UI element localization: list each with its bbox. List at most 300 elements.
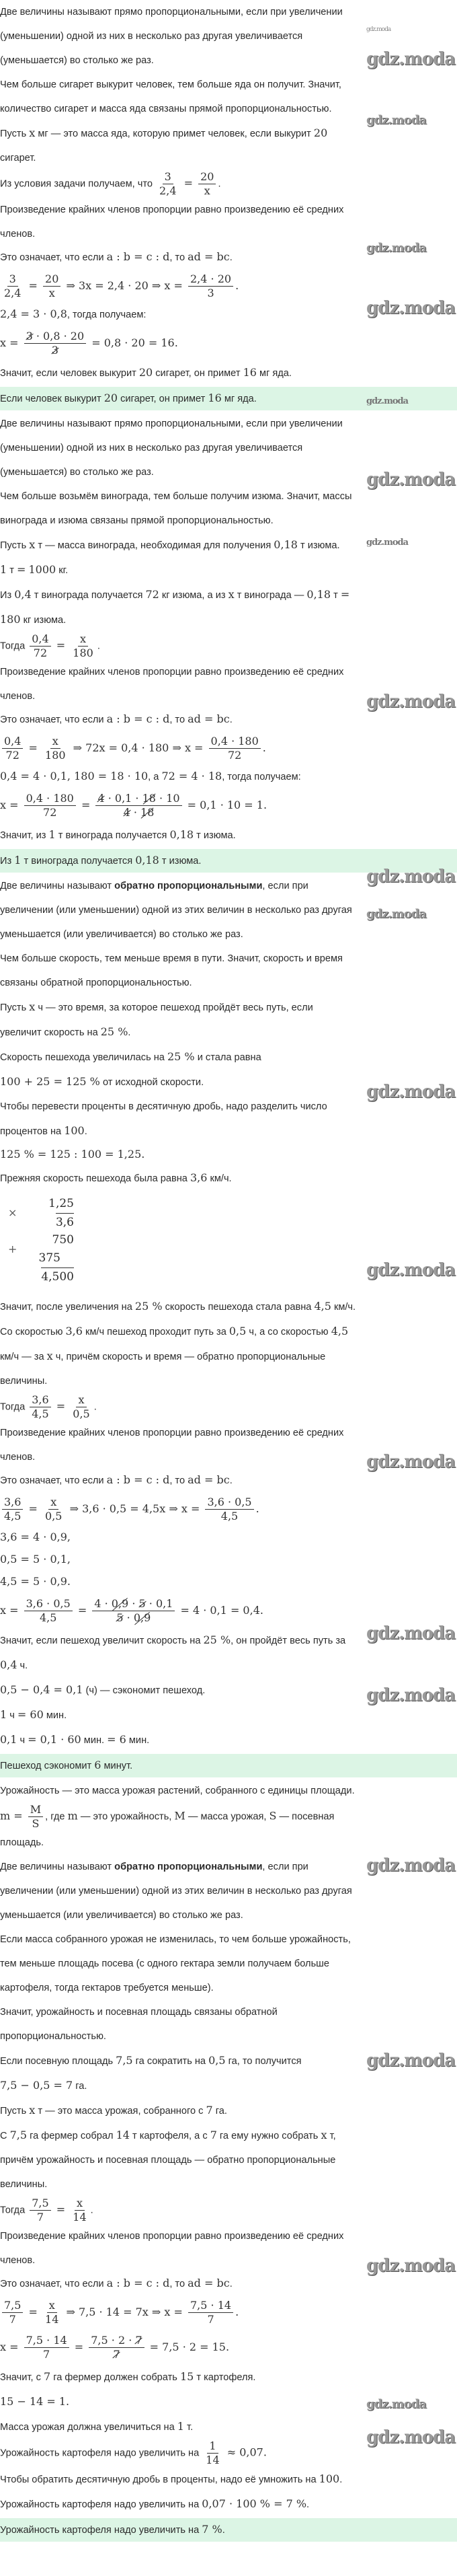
text-run: т — масса винограда, необходимая для получения [35, 540, 274, 551]
math-expression: 14 [206, 2454, 220, 2466]
text-run: Урожайность — это масса урожая растений, собранного с единицы площади. [0, 1786, 355, 1796]
math-expression: = 0,8 · 20 = 16. [88, 336, 178, 349]
paragraph [0, 2415, 356, 2439]
math-expression: 20 [45, 272, 59, 285]
math-expression: x = [0, 799, 22, 811]
paragraph [0, 1144, 356, 1166]
fraction [43, 735, 68, 762]
fraction-numerator [2, 1496, 23, 1510]
equation [0, 1593, 356, 1628]
text-run: , если при увеличении (или уменьшении) одной из этих величин в несколько раз другая уменьшается (или увеличивается) во столько же раз. [0, 881, 352, 940]
text-run: т винограда получается [21, 856, 136, 867]
text-run: га фермер собрал [27, 2131, 116, 2141]
fraction [2, 735, 23, 762]
text-run: сигарет, он примет [118, 394, 208, 404]
math-expression: 7,5 · 14 [26, 2333, 67, 2347]
paragraph [0, 533, 356, 558]
math-expression: 5 [138, 1596, 146, 1610]
math-group [32, 1393, 48, 1406]
text-run: . [229, 714, 233, 725]
math-group [200, 170, 214, 183]
math-group [32, 1817, 39, 1830]
math-group [26, 792, 74, 805]
math-expression: 4 · [94, 1596, 112, 1610]
math-group [113, 2348, 120, 2361]
cancelled-term [142, 792, 156, 805]
text-run: т — это масса урожая, собранного с [35, 2106, 206, 2117]
cancelled-term [140, 806, 154, 819]
math-expression: 14 [116, 2129, 130, 2141]
math-expression: 20 [313, 126, 328, 139]
equation [0, 268, 356, 303]
paragraph [0, 2000, 356, 2049]
cancelled-term [116, 1611, 123, 1625]
text-run: , то [169, 714, 188, 725]
math-group [45, 272, 58, 285]
math-expression: S [269, 1809, 277, 1823]
math-expression: 4 [97, 791, 105, 805]
fraction [188, 2299, 233, 2326]
paragraph [0, 1294, 356, 1319]
math-expression: x [78, 1393, 85, 1406]
fraction-numerator [43, 272, 60, 287]
paragraph [0, 823, 356, 848]
fraction-denominator [30, 1407, 50, 1421]
math-expression: 100 + 25 = 125 % [0, 1075, 100, 1088]
paragraph [0, 2098, 356, 2123]
text-run: т картофеля. [194, 2372, 256, 2383]
math-expression: x [29, 2104, 36, 2117]
math-group [26, 1597, 71, 1610]
fraction [2, 2299, 23, 2326]
math-expression: 2,4 = 3 · 0,8 [0, 307, 67, 320]
text-run: т винограда получается [31, 590, 146, 601]
math-expression: 72 [145, 588, 159, 601]
text-run: т. [183, 2422, 194, 2433]
text-run: Значит, с [0, 2372, 44, 2383]
watermark: gdz.moda [366, 298, 456, 318]
fraction-numerator [209, 735, 261, 749]
math-expression: 4,5 [331, 1325, 349, 1337]
math-expression: 3 [207, 286, 214, 299]
math-group [116, 1611, 151, 1624]
math-expression: 7,5 · 14 [190, 2298, 232, 2312]
math-expression: x [29, 1000, 36, 1013]
text-run: сигарет, он примет [153, 368, 243, 379]
watermark: gdz.moda [366, 1855, 456, 1876]
paragraph [0, 1319, 356, 1393]
fraction-numerator [28, 1803, 43, 1817]
fraction [71, 632, 95, 660]
math-expression: x [80, 632, 87, 645]
text-run: мин. [126, 1735, 150, 1746]
math-expression: 3,6 · 0,5 [207, 1495, 252, 1508]
fraction-denominator [41, 806, 58, 819]
text-run: — это урожайность, [77, 1811, 175, 1823]
math-expression: ad = bc [188, 2277, 230, 2289]
watermark: gdz.moda [366, 692, 456, 712]
math-expression: 7 [206, 2104, 213, 2117]
fraction-numerator [2, 2299, 23, 2313]
math-expression: x [76, 2197, 83, 2209]
fraction [71, 2197, 88, 2224]
math-expression: 25 % [100, 1025, 128, 1038]
math-group [221, 1510, 238, 1522]
math-expression: a : b = c : d [106, 250, 170, 263]
paragraph [0, 583, 356, 632]
paragraph [0, 1728, 356, 1753]
paragraph [0, 2439, 356, 2467]
fraction [2, 1496, 23, 1523]
math-expression: · 10 [155, 791, 180, 805]
math-expression: 25 % [203, 1633, 231, 1646]
fraction-numerator [207, 2439, 218, 2454]
math-expression: 0,4 · 180 [26, 791, 74, 805]
math-expression: 72 [43, 805, 57, 819]
math-group [34, 647, 47, 659]
math-expression: a : b = c : d [106, 712, 170, 725]
math-expression: = 0,1 · 10 = 1. [183, 799, 267, 811]
text-run: т изюма. [159, 856, 202, 867]
text-run: т изюма. [297, 540, 340, 551]
math-expression: x [204, 184, 210, 197]
text-run: , то [169, 2279, 188, 2289]
math-expression: 3,6 = 4 · 0,9, [0, 1531, 71, 1543]
math-group [45, 2313, 58, 2326]
math-expression: x [48, 286, 55, 299]
math-expression: 15 − 14 = 1. [0, 2395, 70, 2408]
text-run: км/ч. [331, 1302, 356, 1313]
math-expression: 0,5 [73, 1407, 90, 1420]
fraction-numerator [24, 792, 76, 806]
paragraph [0, 1526, 356, 1549]
math-expression: 0,1 [0, 1733, 17, 1746]
math-expression: 7 [207, 2312, 214, 2326]
answer-highlight [0, 2518, 457, 2542]
math-expression: 7,5 [116, 2054, 133, 2067]
math-group [26, 330, 85, 342]
text-run: , то [169, 252, 188, 263]
fraction-numerator [92, 1597, 175, 1611]
watermark: gdz.moda [366, 2427, 456, 2448]
text-run: ч [7, 1710, 17, 1721]
text-run: скорость пешехода стала равна [162, 1302, 315, 1313]
text-run: га, то получится [225, 2056, 302, 2067]
text-run: т винограда получается [55, 830, 170, 841]
cancelled-term [113, 2348, 120, 2361]
cancelled-term [124, 806, 130, 819]
fraction [43, 272, 60, 300]
math-group [9, 2313, 16, 2326]
math-expression: = [25, 2306, 42, 2318]
paragraph [0, 1855, 356, 1927]
text-run: т, причём урожайность и посевная площадь — обратно пропорциональные величины. [0, 2131, 336, 2190]
fraction-numerator [50, 735, 60, 749]
math-expression: 14 [73, 2211, 87, 2223]
fraction-numerator [89, 2334, 144, 2348]
math-expression: 0,4 = 4 · 0,1, 180 = 18 · 10 [0, 770, 149, 782]
text-run: га. [212, 2106, 227, 2117]
text-run: Значит, урожайность и посевная площадь связаны обратной пропорциональностью. [0, 2007, 278, 2042]
math-expression: ⇒ 3,6 · 0,5 = 4,5x ⇒ x = [66, 1502, 204, 1515]
math-expression: 0,18 [274, 538, 298, 551]
math-expression: 18 [140, 805, 155, 819]
math-group [159, 184, 176, 197]
math-group [4, 2299, 21, 2312]
fraction-denominator [7, 2313, 18, 2326]
math-expression: 6 [94, 1759, 101, 1771]
fraction-denominator [219, 1510, 240, 1523]
paragraph [0, 1927, 356, 2000]
math-group [43, 2348, 50, 2361]
math-expression: 7 % [202, 2523, 222, 2536]
math-expression: 0,18 [135, 854, 159, 867]
fraction-numerator [24, 330, 87, 344]
math-expression: ⇒ 3x = 2,4 · 20 ⇒ x = [63, 279, 186, 292]
paragraph [0, 1571, 356, 1593]
math-expression: 2,4 [4, 286, 22, 299]
text-run: , тогда получаем: [222, 772, 301, 782]
text-run: га фермер должен собрать [50, 2372, 180, 2383]
paragraph [0, 995, 356, 1045]
paragraph [0, 874, 356, 947]
cancelled-term [135, 2334, 142, 2347]
math-expression: 0,4 · 180 [210, 734, 259, 747]
math-expression: 20 [103, 392, 118, 404]
math-expression: S [32, 1817, 40, 1830]
text-run: Из [0, 590, 15, 601]
watermark: gdz.moda [366, 241, 426, 255]
math-group [165, 170, 171, 183]
text-run: Урожайность картофеля надо увеличить на [0, 2525, 202, 2536]
math-expression: x = [0, 2341, 22, 2353]
fraction-numerator [76, 1393, 86, 1407]
paragraph [0, 2492, 356, 2517]
column-row: 750 [52, 1233, 74, 1247]
text-run: Две величины называют [0, 881, 115, 891]
math-expression: = [71, 2341, 87, 2353]
math-group [9, 272, 16, 285]
paragraph [0, 361, 356, 385]
equation [0, 1492, 356, 1526]
math-expression: x [46, 1350, 53, 1362]
text-run: Чтобы обратить десятичную дробь в проценты, надо её умножить на [0, 2474, 319, 2485]
fraction [89, 2334, 144, 2361]
math-expression: 1 [0, 1708, 7, 1721]
equation [0, 788, 356, 823]
text-run: — посевная площадь. [0, 1811, 335, 1848]
paragraph [0, 947, 356, 995]
math-expression: 3 [51, 343, 58, 357]
math-expression: 5 [116, 1611, 124, 1624]
math-expression: 0,18 [169, 828, 194, 841]
text-run: Чем больше сигарет выкурит человек, тем больше яда он получит. Значит, количество сигарет и масса яда связаны прямой пропорциональностью. [0, 79, 341, 114]
math-group [207, 2313, 214, 2326]
text-run: Тогда [0, 1401, 28, 1413]
text-run: мин. [43, 1710, 67, 1721]
text-run: , он пройдёт весь путь за [231, 1635, 346, 1646]
text-run: Произведение крайних членов пропорции равно произведению её средних членов. [0, 1428, 344, 1463]
math-expression: 1 [14, 854, 22, 867]
paragraph [0, 121, 356, 170]
watermark: gdz.moda [366, 2397, 426, 2411]
paragraph [0, 1678, 356, 1703]
equation [0, 2295, 356, 2330]
math-expression: · [128, 1596, 139, 1610]
text-run: Это означает, что если [0, 1475, 107, 1486]
fraction [24, 1597, 73, 1625]
math-expression: x [321, 2129, 327, 2141]
text-run: Значит, из [0, 830, 49, 841]
text-run: Произведение крайних членов пропорции равно произведению её средних членов. [0, 667, 344, 702]
math-expression: . [262, 741, 266, 754]
answer-highlight [0, 849, 457, 873]
text-run: Чтобы перевести проценты в десятичную дробь, надо разделить число процентов на [0, 1101, 327, 1137]
math-expression: 7 [113, 2347, 120, 2361]
math-expression: . [255, 1502, 259, 1515]
math-group [52, 735, 58, 747]
math-group [40, 1611, 56, 1624]
text-run: ч, причём скорость и время — обратно пропорциональные величины. [0, 1352, 326, 1387]
watermark: gdz.moda [366, 470, 456, 490]
math-expression: 18 [142, 791, 156, 805]
text-run: Если посевную площадь [0, 2056, 116, 2067]
text-run: Это означает, что если [0, 2279, 107, 2289]
text-run: Прежняя скорость пешехода была равна [0, 1173, 190, 1184]
math-expression: 7,5 [9, 2129, 28, 2141]
fraction-denominator [71, 2211, 88, 2224]
fraction-numerator [188, 2299, 233, 2313]
fraction-numerator [24, 1597, 73, 1611]
paragraph [0, 246, 356, 268]
fraction-numerator [30, 2197, 50, 2211]
math-expression: = 6 [107, 1733, 126, 1746]
watermark: gdz.moda [366, 2051, 456, 2071]
math-expression: 0,5 [45, 1509, 63, 1522]
text-run: , где [45, 1811, 68, 1823]
paragraph [0, 632, 356, 660]
fraction-denominator [71, 647, 95, 660]
text-run: . [306, 2499, 310, 2510]
math-expression: = [340, 588, 350, 601]
math-expression: 0,4 [4, 734, 22, 747]
text-run: мин. [81, 1735, 108, 1746]
text-run: . [229, 1475, 233, 1486]
column-row: 3,6 [56, 1213, 74, 1231]
math-expression: 3,6 [4, 1495, 22, 1508]
math-expression: 7,5 · 2 · [91, 2333, 136, 2347]
text-run: Две величины называют прямо пропорциональными, если при увеличении (уменьшении) одной из них в несколько раз другая увеличивается (уменьшается) во столько же раз. [0, 418, 343, 478]
text-run: . [90, 2205, 93, 2216]
text-run: мг — это масса яда, которую примет человек, если выкурит [35, 128, 314, 139]
math-expression: 20 [138, 366, 153, 379]
math-expression: 16 [243, 366, 257, 379]
cancelled-term [97, 792, 104, 805]
fraction-denominator [202, 184, 212, 198]
fraction [24, 330, 87, 357]
math-expression: 0,07 · 100 % = 7 % [202, 2497, 307, 2510]
fraction [157, 170, 178, 198]
math-expression: 0,4 [32, 632, 49, 645]
math-expression: 100 [319, 2472, 340, 2485]
text-run: кг изюма, а из [159, 590, 229, 601]
paragraph [0, 484, 356, 533]
math-expression: 7,5 [4, 2298, 22, 2312]
text-run: минут. [101, 1761, 133, 1771]
paragraph [0, 1628, 356, 1678]
math-group [4, 735, 21, 747]
fraction-numerator [75, 2197, 85, 2211]
math-expression: a : b = c : d [106, 2277, 170, 2289]
cancelled-term [52, 344, 58, 357]
math-expression: 125 % = 125 : 100 = 1,25. [0, 1148, 145, 1161]
fraction-denominator [43, 2313, 60, 2326]
text-run: Из условия задачи получаем, что [0, 178, 156, 190]
watermark: gdz.moda [366, 1452, 456, 1472]
math-expression: = [74, 1604, 91, 1617]
paragraph [0, 2467, 356, 2492]
math-group [190, 2299, 231, 2312]
math-expression: ad = bc [188, 250, 230, 263]
math-group [49, 2299, 55, 2312]
text-run: Значит, после увеличения на [0, 1302, 135, 1313]
fraction-denominator [50, 344, 60, 357]
math-expression: 4,5 [220, 1509, 239, 1522]
fraction-numerator [163, 170, 173, 184]
text-run: Урожайность картофеля надо увеличить на [0, 2499, 202, 2510]
plus-sign: + [8, 1243, 17, 1255]
math-group [206, 2454, 219, 2466]
math-expression: 4,5 [4, 1509, 22, 1522]
fraction-denominator [47, 287, 57, 300]
math-expression: 180 [45, 748, 66, 762]
text-run: Пешеход сэкономит [0, 1761, 95, 1771]
fraction [30, 1393, 50, 1421]
text-run: . [97, 640, 100, 652]
math-expression: M [174, 1809, 185, 1823]
math-expression: 7,5 [32, 2197, 49, 2209]
math-group [49, 287, 55, 299]
text-run: — масса урожая, [185, 1811, 269, 1823]
paragraph [0, 766, 356, 788]
watermark: gdz.moda [366, 49, 456, 69]
text-run: Произведение крайних членов пропорции равно произведению её средних членов. [0, 2231, 344, 2266]
math-expression: 0,9 [133, 1611, 151, 1624]
equation [0, 2330, 356, 2365]
math-expression: 2,4 · 20 [190, 272, 232, 285]
text-run: Тогда [0, 640, 28, 652]
watermark: gdz.moda [366, 538, 409, 548]
math-expression: 2,4 [159, 184, 177, 197]
text-run: Из [0, 856, 15, 867]
paragraph [0, 1549, 356, 1571]
paragraph [0, 1095, 356, 1144]
fraction [95, 792, 181, 819]
math-expression: 3 [26, 329, 33, 342]
text-run: ч, а со скоростью [246, 1327, 331, 1337]
text-run: Масса урожая должна увеличиться на [0, 2422, 177, 2433]
math-expression: 25 % [167, 1050, 195, 1063]
math-group [94, 1597, 173, 1610]
text-run: км/ч. [207, 1173, 232, 1184]
fraction-numerator [188, 272, 233, 287]
paragraph [0, 2273, 356, 2295]
math-group [45, 1510, 62, 1522]
math-expression: 72 [227, 748, 242, 762]
paragraph [0, 2365, 356, 2390]
fraction-denominator [2, 1510, 23, 1523]
math-expression: = 4 · 0,1 = 0,4. [177, 1604, 263, 1617]
